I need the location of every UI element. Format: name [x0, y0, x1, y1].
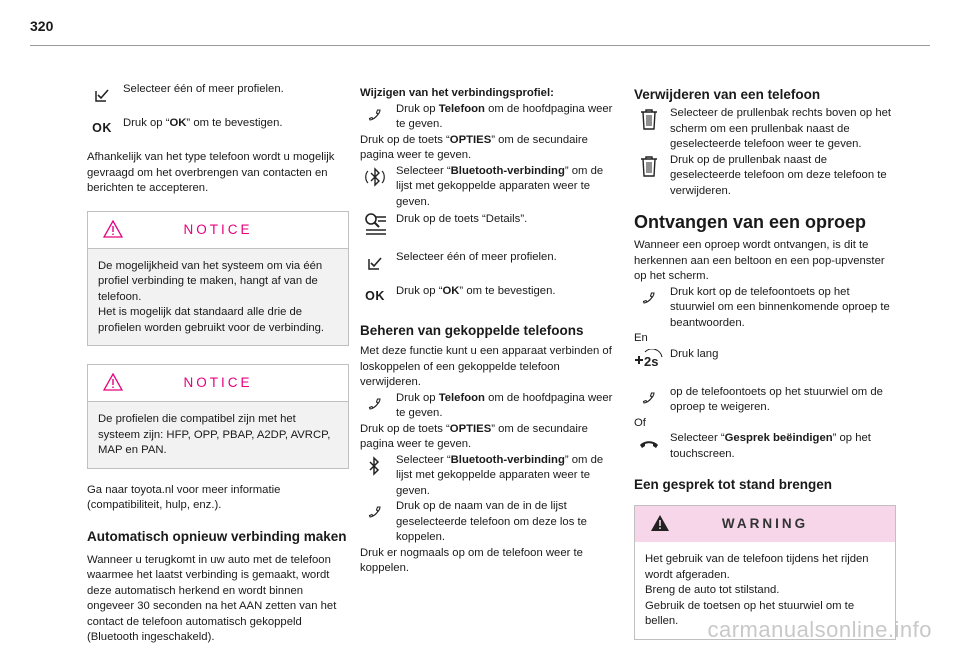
answer-text: Druk kort op de telefoontoets op het stuurwiel om een binnenkomende oproep te beantwoorden.: [670, 285, 890, 329]
warning-triangle-icon: [650, 514, 670, 532]
details-step: [360, 212, 622, 242]
manage-phones-heading: Beheren van gekoppelde telefoons: [360, 323, 584, 338]
long-press-step: [634, 347, 896, 377]
reject-step: [634, 385, 896, 416]
receive-paragraph: Wanneer een oproep wordt ontvangen, is dit te herkennen aan een beltoon en een pop-upvenster op het scherm.: [634, 239, 885, 282]
bt-step-text: Selecteer “Bluetooth-verbinding” om de lijst met gekoppelde apparaten weer te geven.: [396, 453, 604, 497]
phone-handset-icon: [634, 385, 664, 411]
page-number: 320: [30, 18, 54, 34]
select-profiles-text: Selecteer één of meer profielen.: [123, 83, 284, 95]
phone-handset-icon: [634, 285, 664, 311]
disconnect-text: Druk op de naam van de in de lijst geselecteerde telefoon om deze los te koppelen.: [396, 500, 587, 543]
notice-body: [88, 402, 348, 468]
make-call-heading: Een gesprek tot stand brengen: [634, 477, 833, 492]
warning-header: [635, 506, 895, 542]
end-call-text: Selecteer “Gesprek beëindigen” op het touchscreen.: [670, 432, 871, 460]
of-text: Of: [634, 416, 646, 429]
receive-call-heading: Ontvangen van een oproep: [634, 212, 867, 232]
delete-step-1: [634, 106, 896, 153]
reconnect-text: Druk er nogmaals op om de telefoon weer te koppelen.: [360, 546, 583, 574]
ok-icon: OK: [92, 121, 112, 136]
options-step-text: Druk op de toets “OPTIES” om de secundaire pagina weer te geven.: [360, 422, 588, 450]
modify-profile-heading: Wijzigen van het verbindingsprofiel:: [360, 87, 554, 99]
ok-text: Druk op “OK” om te bevestigen.: [396, 285, 556, 297]
delete-step-2: [634, 153, 896, 200]
trash-icon: [634, 153, 664, 179]
column-2: [360, 86, 622, 577]
notice-text: De mogelijkheid van het systeem om via één profiel verbinding te maken, hangt af van de telefoon.: [98, 259, 323, 303]
svg-text:2s: 2s: [644, 353, 659, 369]
watermark: carmanualsonline.info: [707, 617, 932, 642]
warning-text: Het gebruik van de telefoon tijdens het rijden wordt afgeraden.: [645, 553, 869, 581]
notice-title: NOTICE: [183, 221, 253, 237]
column-1: [87, 82, 349, 646]
select-profiles-text: Selecteer één of meer profielen.: [396, 251, 557, 263]
trash-icon: [634, 106, 664, 132]
reject-text: op de telefoontoets op het stuurwiel om de oproep te weigeren.: [670, 385, 883, 413]
phone-handset-icon: [360, 499, 390, 525]
long-press-text: Druk lang: [670, 347, 719, 360]
checkbox-edit-icon: [360, 250, 390, 276]
answer-step: [634, 285, 896, 332]
home-step: [360, 391, 622, 422]
notice-box-1: [87, 211, 349, 347]
notice-header: [88, 365, 348, 402]
manage-paragraph: Met deze functie kunt u een apparaat verbinden of loskoppelen of een gekoppelde telefoon verwijderen.: [360, 345, 612, 388]
bluetooth-signal-icon: [360, 164, 390, 190]
bt-step-text: Selecteer “Bluetooth-verbinding” om de lijst met gekoppelde apparaten weer te geven.: [396, 164, 604, 208]
select-profiles-step: [87, 82, 349, 102]
auto-reconnect-heading: Automatisch opnieuw verbinding maken: [87, 528, 347, 544]
delete-phone-heading: Verwijderen van een telefoon: [634, 87, 821, 102]
header-rule: [30, 45, 930, 46]
hang-up-icon: [634, 431, 664, 457]
long-press-2s-icon: [634, 347, 664, 373]
contacts-paragraph: Afhankelijk van het type telefoon wordt u mogelijk gevraagd om het overbrengen van contacten en berichten te accepteren.: [87, 151, 335, 194]
disconnect-step: [360, 499, 622, 546]
home-step-text: Druk op Telefoon om de hoofdpagina weer te geven.: [396, 391, 613, 419]
warning-text: Breng de auto tot stilstand.: [645, 584, 780, 596]
select-profiles-step: [360, 250, 622, 270]
bluetooth-icon: [360, 453, 390, 479]
home-step-text: Druk op Telefoon om de hoofdpagina weer te geven.: [396, 102, 613, 130]
ok-step: [87, 116, 349, 136]
column-3: [634, 86, 896, 640]
warning-triangle-icon: [103, 220, 123, 238]
details-step-text: Druk op de toets “Details”.: [396, 213, 528, 225]
options-step-text: Druk op de toets “OPTIES” om de secundaire pagina weer te geven.: [360, 133, 588, 161]
notice-title: NOTICE: [183, 375, 253, 391]
warning-triangle-icon: [103, 373, 123, 391]
notice-body: [88, 249, 348, 346]
phone-handset-icon: [360, 102, 390, 128]
notice-header: [88, 212, 348, 249]
auto-reconnect-paragraph: Wanneer u terugkomt in uw auto met de telefoon waarmee het laatst verbinding is gemaakt, wordt deze automatisch herkend en wordt binnen ongeveer 30 seconden na het AAN zetten van het contact de telefoon automatisch gekoppeld (Bluetooth ingeschakeld).: [87, 553, 337, 643]
en-text: En: [634, 332, 648, 344]
bt-step: [360, 453, 622, 500]
end-call-step: [634, 431, 896, 462]
phone-handset-icon: [360, 391, 390, 417]
bt-step: [360, 164, 622, 211]
details-list-icon: [360, 212, 390, 238]
more-info-paragraph: Ga naar toyota.nl voor meer informatie (compatibiliteit, hulp, enz.).: [87, 483, 281, 511]
warning-text: Gebruik de toetsen op het stuurwiel om te bellen.: [645, 599, 855, 627]
delete-step-1-text: Selecteer de prullenbak rechts boven op het scherm om een prullenbak naast de geselecteerde telefoon weer te geven.: [670, 107, 892, 150]
delete-step-2-text: Druk op de prullenbak naast de geselecteerde telefoon om deze telefoon te verwijderen.: [670, 153, 887, 197]
ok-icon: OK: [365, 289, 385, 304]
notice-box-2: [87, 364, 349, 469]
ok-text: Druk op “OK” om te bevestigen.: [123, 117, 283, 129]
checkbox-edit-icon: [87, 82, 117, 108]
notice-text: De profielen die compatibel zijn met het systeem zijn: HFP, OPP, PBAP, A2DP, AVRCP, MAP en PAN.: [98, 413, 331, 456]
home-step: [360, 102, 622, 133]
notice-text: Het is mogelijk dat standaard alle drie de profielen worden gebruikt voor de verbinding.: [98, 306, 325, 334]
warning-title: WARNING: [721, 516, 809, 532]
ok-step: [360, 284, 622, 304]
